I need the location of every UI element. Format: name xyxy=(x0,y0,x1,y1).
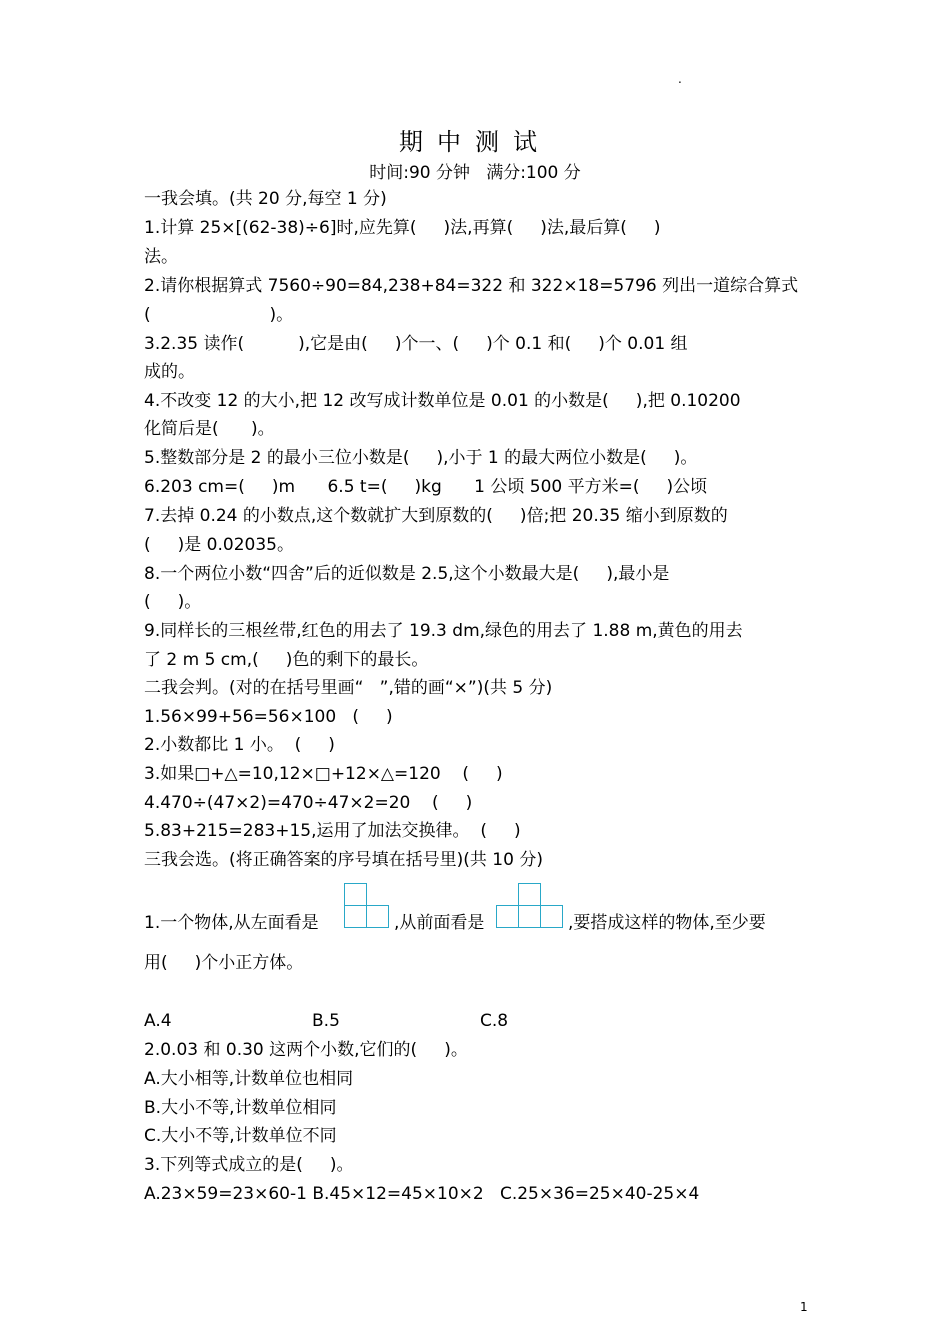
q1-option-c: C.8 xyxy=(480,1011,509,1031)
section1-line: 3.2.35 读作( ),它是由( )个一、( )个 0.1 和( )个 0.01 组 xyxy=(144,334,688,354)
q2-option-a: A.大小相等,计数单位也相同 xyxy=(144,1069,354,1089)
judge-item: 4.470÷(47×2)=470÷47×2=20 ( ) xyxy=(144,793,473,813)
section1-line: 成的。 xyxy=(144,362,195,382)
judge-item: 1.56×99+56=56×100 ( ) xyxy=(144,707,393,727)
section1-line: 9.同样长的三根丝带,红色的用去了 19.3 dm,绿色的用去了 1.88 m,黄色的用去 xyxy=(144,621,743,641)
q1-text-a: 1.一个物体,从左面看是 xyxy=(144,913,319,933)
section2-heading: 二我会判。(对的在括号里画“ ”,错的画“×”)(共 5 分) xyxy=(144,678,553,698)
q2-text: 2.0.03 和 0.30 这两个小数,它们的( )。 xyxy=(144,1040,468,1060)
section1-line: 化简后是( )。 xyxy=(144,419,275,439)
section1-line: ( )。 xyxy=(144,592,202,612)
section1-line: 2.请你根据算式 7560÷90=84,238+84=322 和 322×18=5796 列出一道综合算式 xyxy=(144,276,799,296)
left-view-figure xyxy=(344,883,392,931)
cube-square xyxy=(344,905,367,928)
section1-line: ( )。 xyxy=(144,305,294,325)
cube-square xyxy=(518,905,541,928)
section1-line: 了 2 m 5 cm,( )色的剩下的最长。 xyxy=(144,650,429,670)
section1-line: 5.整数部分是 2 的最小三位小数是( ),小于 1 的最大两位小数是( )。 xyxy=(144,448,698,468)
q1-option-b: B.5 xyxy=(312,1011,340,1031)
q1-text-b: ,从前面看是 xyxy=(394,913,485,933)
exam-info: 时间:90 分钟 满分:100 分 xyxy=(369,163,581,183)
q2-option-b: B.大小不等,计数单位相同 xyxy=(144,1098,337,1118)
judge-item: 5.83+215=283+15,运用了加法交换律。 ( ) xyxy=(144,821,521,841)
section1-line: 6.203 cm=( )m 6.5 t=( )kg 1 公顷 500 平方米=( )公顷 xyxy=(144,477,708,497)
q1-text-c: ,要搭成这样的物体,至少要 xyxy=(568,913,766,933)
q3-text: 3.下列等式成立的是( )。 xyxy=(144,1155,354,1175)
section1-line: ( )是 0.02035。 xyxy=(144,535,294,555)
q1-line2: 用( )个小正方体。 xyxy=(144,953,304,973)
section3-heading: 三我会选。(将正确答案的序号填在括号里)(共 10 分) xyxy=(144,850,543,870)
cube-square xyxy=(518,883,541,906)
section1-line: 1.计算 25×[(62-38)÷6]时,应先算( )法,再算( )法,最后算( ) xyxy=(144,218,661,238)
front-view-figure xyxy=(496,883,566,931)
judge-item: 3.如果□+△=10,12×□+12×△=120 ( ) xyxy=(144,764,503,784)
cube-square xyxy=(366,905,389,928)
cube-square xyxy=(496,905,519,928)
section1-line: 7.去掉 0.24 的小数点,这个数就扩大到原数的( )倍;把 20.35 缩小到原数的 xyxy=(144,506,728,526)
q1-option-a: A.4 xyxy=(144,1011,172,1031)
cube-square xyxy=(540,905,563,928)
page-title: 期中测试 xyxy=(399,128,551,156)
q2-option-c: C.大小不等,计数单位不同 xyxy=(144,1126,337,1146)
judge-item: 2.小数都比 1 小。 ( ) xyxy=(144,735,335,755)
top-mark: . xyxy=(678,72,682,86)
section1-line: 法。 xyxy=(144,247,178,267)
page-number: 1 xyxy=(800,1300,808,1314)
cube-square xyxy=(344,883,367,906)
section1-line: 8.一个两位小数“四舍”后的近似数是 2.5,这个小数最大是( ),最小是 xyxy=(144,564,670,584)
section1-heading: 一我会填。(共 20 分,每空 1 分) xyxy=(144,189,387,209)
q3-options: A.23×59=23×60-1 B.45×12=45×10×2 C.25×36=25×40-25×4 xyxy=(144,1184,700,1204)
section1-line: 4.不改变 12 的大小,把 12 改写成计数单位是 0.01 的小数是( ),把 0.10200 xyxy=(144,391,741,411)
